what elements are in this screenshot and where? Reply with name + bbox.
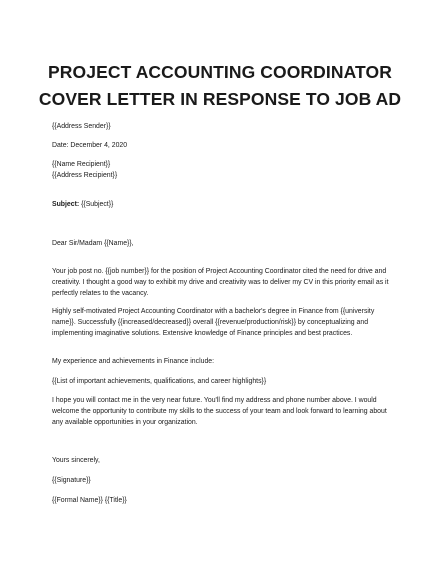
paragraph-achievements-placeholder: {{List of important achievements, qualifications, and career highlights}} bbox=[52, 378, 267, 385]
address-sender: {{Address Sender}} bbox=[52, 123, 111, 130]
letter-date: Date: December 4, 2020 bbox=[52, 142, 128, 149]
address-recipient: {{Address Recipient}} bbox=[52, 172, 118, 179]
document-title-line-1: PROJECT ACCOUNTING COORDINATOR bbox=[48, 62, 392, 82]
signature-placeholder: {{Signature}} bbox=[52, 477, 91, 484]
document-title-line-2: COVER LETTER IN RESPONSE TO JOB AD bbox=[38, 89, 402, 109]
subject-line bbox=[52, 199, 113, 210]
subject-label: Subject: bbox=[52, 201, 80, 208]
subject-value: {{Subject}} bbox=[81, 201, 114, 208]
closing: Yours sincerely, bbox=[52, 457, 100, 464]
paragraph-experience-intro: My experience and achievements in Finance include: bbox=[52, 358, 215, 365]
paragraph-job-post: Your job post no. {{job number}} for the position of Project Accounting Coordinator cited the need for drive and creativity. I thought a good way to exhibit my drive and creativity was to deliver my CV in this priority email as it perfectly relates to the vacancy. bbox=[52, 268, 389, 297]
paragraph-closing-remarks: I hope you will contact me in the very near future. You'll find my address and phone number above. I would welcome the opportunity to contribute my skills to the success of your team and look forward to learning about any available opportunities in your organization. bbox=[52, 397, 387, 426]
salutation: Dear Sir/Madam {{Name}}, bbox=[52, 240, 134, 247]
paragraph-qualifications: Highly self-motivated Project Accounting Coordinator with a bachelor's degree in Finance from {{university name}}. Successfully {{increased/decreased}} overall {{revenue/production/risk}} by conceptualizing and implementing imaginative solutions. Extensive knowledge of Finance principles and best practices. bbox=[52, 308, 375, 337]
formal-name-title: {{Formal Name}} {{Title}} bbox=[52, 497, 127, 504]
name-recipient: {{Name Recipient}} bbox=[52, 161, 111, 168]
